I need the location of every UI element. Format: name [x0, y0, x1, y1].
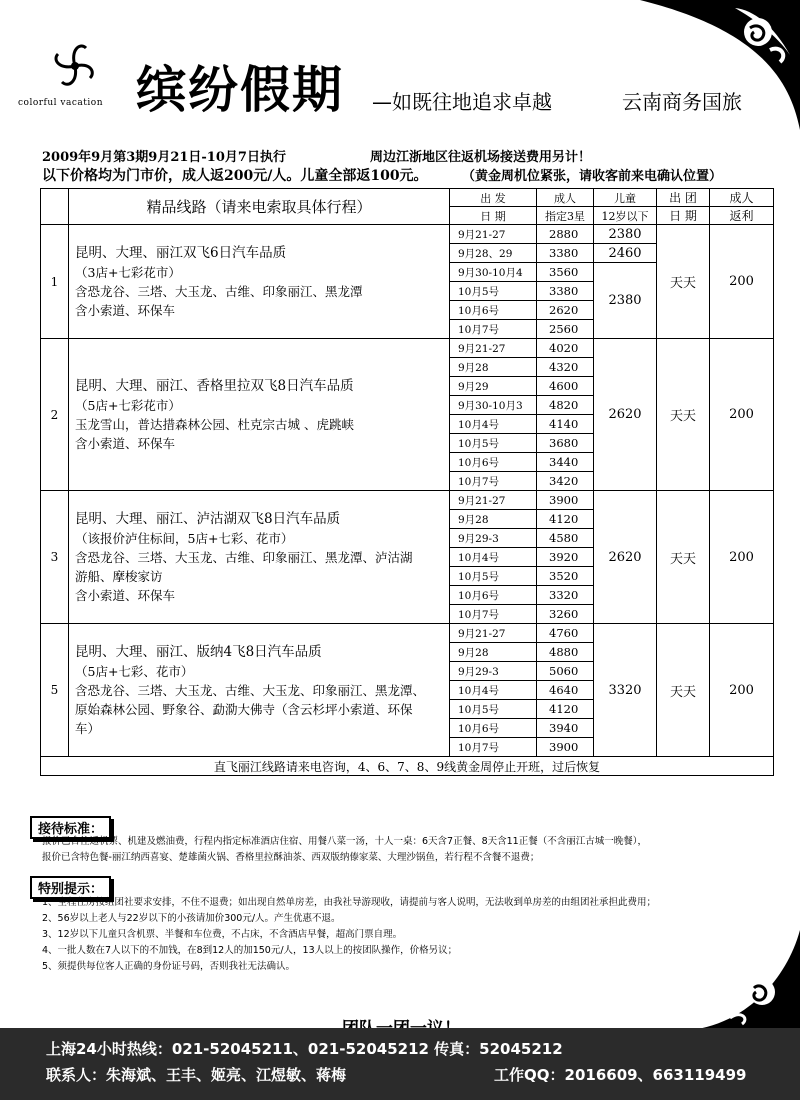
- route-number: 3: [41, 491, 69, 624]
- depart-date: 10月7号: [450, 605, 537, 624]
- child-price: 2380: [594, 263, 657, 339]
- child-price: 3320: [594, 624, 657, 757]
- depart-date: 9月29-3: [450, 529, 537, 548]
- route-title: 昆明、大理、丽江、香格里拉双飞8日汽车品质: [75, 377, 354, 394]
- depart-date: 9月30-10月3: [450, 396, 537, 415]
- depart-date: 9月21-27: [450, 624, 537, 643]
- depart-date: 10月4号: [450, 681, 537, 700]
- route-number: 5: [41, 624, 69, 757]
- route-title: 昆明、大理、丽江、泸沽湖双飞8日汽车品质: [75, 510, 341, 527]
- depart-date: 9月21-27: [450, 339, 537, 358]
- transfer-note: 周边江浙地区往返机场接送费用另计！: [370, 150, 592, 165]
- adult-price: 3940: [537, 719, 594, 738]
- adult-price: 4580: [537, 529, 594, 548]
- depart-date: 10月7号: [450, 738, 537, 757]
- notice-line: 2、56岁以上老人与22岁以下的小孩请加价300元/人。产生优惠不退。: [42, 913, 341, 924]
- adult-price: 3260: [537, 605, 594, 624]
- brand-title: 缤纷假期: [136, 61, 344, 119]
- adult-price: 3380: [537, 244, 594, 263]
- route-description: [69, 491, 450, 624]
- depart-date: 10月6号: [450, 301, 537, 320]
- adult-price: 3380: [537, 282, 594, 301]
- adult-price: 3520: [537, 567, 594, 586]
- notice-line: 4、一批人数在7人以下的不加钱，在8到12人的加150元/人，13人以上的按团队操作，价格另议；: [42, 945, 458, 956]
- child-price: 2460: [594, 244, 657, 263]
- depart-date: 9月28: [450, 643, 537, 662]
- contact-footer: [0, 1028, 800, 1100]
- group-days: 天天: [657, 624, 710, 757]
- route-number: 2: [41, 339, 69, 491]
- depart-date: 9月21-27: [450, 491, 537, 510]
- route-line: 含小索道、环保车: [75, 435, 176, 451]
- child-price: 2620: [594, 491, 657, 624]
- adult-price: 3420: [537, 472, 594, 491]
- depart-header: 出 发: [450, 189, 537, 207]
- rebate: 200: [710, 491, 774, 624]
- depart-date: 9月30-10月4: [450, 263, 537, 282]
- route-line: 含小索道、环保车: [75, 302, 176, 318]
- route-description: [69, 339, 450, 491]
- depart-date: 10月7号: [450, 320, 537, 339]
- route-line: 车）: [75, 720, 101, 736]
- adult-price: 3320: [537, 586, 594, 605]
- route-line: 含恐龙谷、三塔、大玉龙、古维、印象丽江、黑龙潭、泸沽湖: [75, 549, 413, 565]
- child-price: 2620: [594, 339, 657, 491]
- route-line: （5店+七彩花市）: [75, 397, 181, 413]
- period-info: 2009年9月第3期9月21日-10月7日执行: [42, 150, 286, 165]
- standard-text: [42, 834, 647, 866]
- route-title: 昆明、大理、丽江、版纳4飞8日汽车品质: [75, 643, 322, 660]
- adult-price: 4140: [537, 415, 594, 434]
- standard-line: 报价已含往返机票、机建及燃油费，行程内指定标准酒店住宿、用餐八菜一汤，十人一桌：6天含7正餐、8天含11正餐（不含丽江古城一晚餐），: [42, 836, 647, 847]
- group-days: 天天: [657, 339, 710, 491]
- route-line: （该报价泸住标间，5店+七彩、花市）: [75, 530, 294, 546]
- hotline: 上海24小时热线：021-52045211、021-52045212 传真：52045212: [46, 1040, 563, 1058]
- route-line: 含小索道、环保车: [75, 587, 176, 603]
- adult-subheader: 指定3星: [537, 207, 594, 225]
- depart-date: 10月4号: [450, 548, 537, 567]
- notice-line: 3、12岁以下儿童只含机票、半餐和车位费，不占床，不含酒店早餐，超高门票自理。: [42, 929, 403, 940]
- rebate: 200: [710, 624, 774, 757]
- group-days: 天天: [657, 225, 710, 339]
- date-subheader: 日 期: [450, 207, 537, 225]
- slogan: —如既往地追求卓越: [372, 90, 552, 114]
- adult-price: 2560: [537, 320, 594, 339]
- route-number: 1: [41, 225, 69, 339]
- adult-header: 成人: [537, 189, 594, 207]
- adult-price: 4820: [537, 396, 594, 415]
- group-header: 出 团: [657, 189, 710, 207]
- depart-date: 10月5号: [450, 567, 537, 586]
- adult-price: 2880: [537, 225, 594, 244]
- contacts: 联系人：朱海斌、王丰、姬亮、江煜敏、蒋梅: [46, 1066, 347, 1084]
- standard-line: 报价已含特色餐-丽江纳西喜宴、楚雄菌火锅、香格里拉酥油茶、西双版纳傣家菜、大理沙锅鱼，若行程不含餐不退费；: [42, 852, 540, 863]
- price-table: [40, 188, 774, 776]
- adult-price: 4600: [537, 377, 594, 396]
- depart-date: 9月29: [450, 377, 537, 396]
- route-description: [69, 225, 450, 339]
- table-footnote: 直飞丽江线路请来电咨询，4、6、7、8、9线黄金周停止开班，过后恢复: [41, 757, 774, 776]
- depart-date: 9月28: [450, 358, 537, 377]
- notice-line: 1、全程住房按组团社要求安排，不住不退费；如出现自然单房差，由我社导游现收，请提前与客人说明，无法收到单房差的由组团社承担此费用；: [42, 897, 657, 908]
- adult-price: 4760: [537, 624, 594, 643]
- depart-date: 10月6号: [450, 453, 537, 472]
- adult-price: 3440: [537, 453, 594, 472]
- agency-name: 云南商务国旅: [622, 90, 742, 114]
- price-note: 以下价格均为门市价，成人返200元/人。儿童全部返100元。: [42, 168, 428, 184]
- notice-line: 5、须提供每位客人正确的身份证号码，否则我社无法确认。: [42, 961, 296, 972]
- route-description: [69, 624, 450, 757]
- route-line: 原始森林公园、野象谷、勐泐大佛寺（含云杉坪小索道、环保: [75, 701, 413, 717]
- adult-price: 4320: [537, 358, 594, 377]
- group-subheader: 日 期: [657, 207, 710, 225]
- notice-text: [42, 895, 656, 975]
- child-subheader: 12岁以下: [594, 207, 657, 225]
- depart-date: 10月5号: [450, 700, 537, 719]
- rebate: 200: [710, 339, 774, 491]
- adult-price: 4020: [537, 339, 594, 358]
- adult-price: 3900: [537, 491, 594, 510]
- route-line: 含恐龙谷、三塔、大玉龙、古维、大玉龙、印象丽江、黑龙潭、: [75, 682, 426, 698]
- depart-date: 10月4号: [450, 415, 537, 434]
- depart-date: 10月6号: [450, 586, 537, 605]
- route-line: （3店+七彩花市）: [75, 264, 181, 280]
- adult-price: 4880: [537, 643, 594, 662]
- golden-week-note: （黄金周机位紧张，请收客前来电确认位置）: [462, 169, 723, 184]
- route-line: 玉龙雪山，普达措森林公园、杜克宗古城 、虎跳峡: [75, 416, 354, 432]
- adult-price: 3920: [537, 548, 594, 567]
- depart-date: 9月28: [450, 510, 537, 529]
- route-title: 昆明、大理、丽江双飞6日汽车品质: [75, 244, 287, 261]
- index-header: [41, 189, 69, 225]
- rebate: 200: [710, 225, 774, 339]
- route-line: （5店+七彩、花市）: [75, 663, 194, 679]
- depart-date: 10月7号: [450, 472, 537, 491]
- depart-date: 9月28、29: [450, 244, 537, 263]
- adult-price: 3560: [537, 263, 594, 282]
- depart-date: 9月29-3: [450, 662, 537, 681]
- route-header: 精品线路（请来电索取具体行程）: [69, 189, 450, 225]
- depart-date: 10月5号: [450, 282, 537, 301]
- route-line: 含恐龙谷、三塔、大玉龙、古维、印象丽江、黑龙潭: [75, 283, 363, 299]
- adult-price: 4120: [537, 510, 594, 529]
- child-price: 2380: [594, 225, 657, 244]
- rebate-header: 成人: [710, 189, 774, 207]
- depart-date: 10月6号: [450, 719, 537, 738]
- route-line: 游船、摩梭家访: [75, 568, 163, 584]
- work-qq: 工作QQ：2016609、663119499: [494, 1066, 747, 1084]
- child-header: 儿童: [594, 189, 657, 207]
- adult-price: 4120: [537, 700, 594, 719]
- logo-caption: colorful vacation: [18, 98, 103, 108]
- adult-price: 4640: [537, 681, 594, 700]
- standard-tag: 接待标准：: [30, 816, 111, 839]
- bottom-right-ornament: [690, 930, 800, 1030]
- notice-tag: 特别提示：: [30, 876, 111, 899]
- group-days: 天天: [657, 491, 710, 624]
- adult-price: 3680: [537, 434, 594, 453]
- adult-price: 5060: [537, 662, 594, 681]
- rebate-subheader: 返利: [710, 207, 774, 225]
- depart-date: 10月5号: [450, 434, 537, 453]
- pinwheel-logo-icon: [40, 36, 110, 96]
- adult-price: 2620: [537, 301, 594, 320]
- depart-date: 9月21-27: [450, 225, 537, 244]
- adult-price: 3900: [537, 738, 594, 757]
